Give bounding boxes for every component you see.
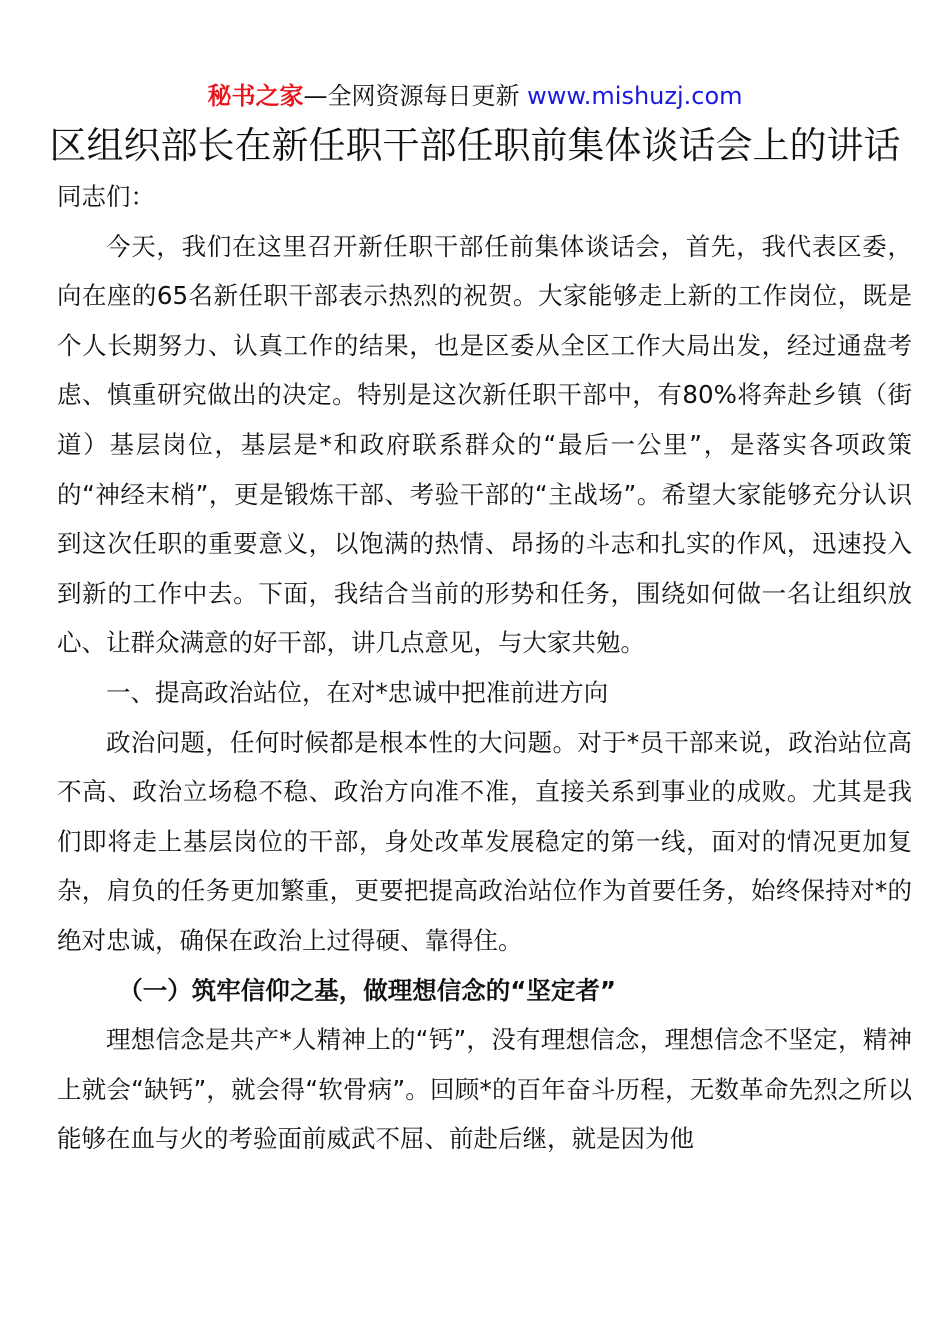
brand-name: 秘书之家 [207,82,304,110]
subsection-heading-1: （一）筑牢信仰之基，做理想信念的“坚定者” [118,975,616,1005]
site-header [0,80,950,112]
document-title: 区组织部长在新任职干部任职前集体谈话会上的讲话 [49,124,901,167]
paragraph-3: 理想信念是共产*人精神上的“钙”，没有理想信念，理想信念不坚定，精神上就会“缺钙”，就会得“软骨病”。回顾*的百年奋斗历程，无数革命先烈之所以能够在血与火的考验面前威武不屈、前赴后继，就是因为他 [57,1025,912,1154]
salutation: 同志们： [57,182,155,211]
paragraph-1: 今天，我们在这里召开新任职干部任前集体谈话会，首先，我代表区委，向在座的65名新任职干部表示热烈的祝贺。大家能够走上新的工作岗位，既是个人长期努力、认真工作的结果，也是区委从全区工作大局出发，经过通盘考虑、慎重研究做出的决定。特别是这次新任职干部中，有80%将奔赴乡镇（街道）基层岗位，基层是*和政府联系群众的“最后一公里”，是落实各项政策的“神经末梢”，更是锻炼干部、考验干部的“主战场”。希望大家能够充分认识到这次任职的重要意义，以饱满的热情、昂扬的斗志和扎实的作风，迅速投入到新的工作中去。下面，我结合当前的形势和任务，围绕如何做一名让组织放心、让群众满意的好干部，讲几点意见，与大家共勉。 [57,231,912,658]
section-heading-1: 一、提高政治站位，在对*忠诚中把准前进方向 [106,677,609,707]
header-slogan: —全网资源每日更新 [303,82,520,110]
paragraph-2: 政治问题，任何时候都是根本性的大问题。对于*员干部来说，政治站位高不高、政治立场稳不稳、政治方向准不准，直接关系到事业的成败。尤其是我们即将走上基层岗位的干部，身处改革发展稳定的第一线，面对的情况更加复杂，肩负的任务更加繁重，更要把提高政治站位作为首要任务，始终保持对*的绝对忠诚，确保在政治上过得硬、靠得住。 [57,727,912,955]
site-url[interactable]: www.mishuzj.com [527,82,743,110]
document-body [57,172,912,1164]
